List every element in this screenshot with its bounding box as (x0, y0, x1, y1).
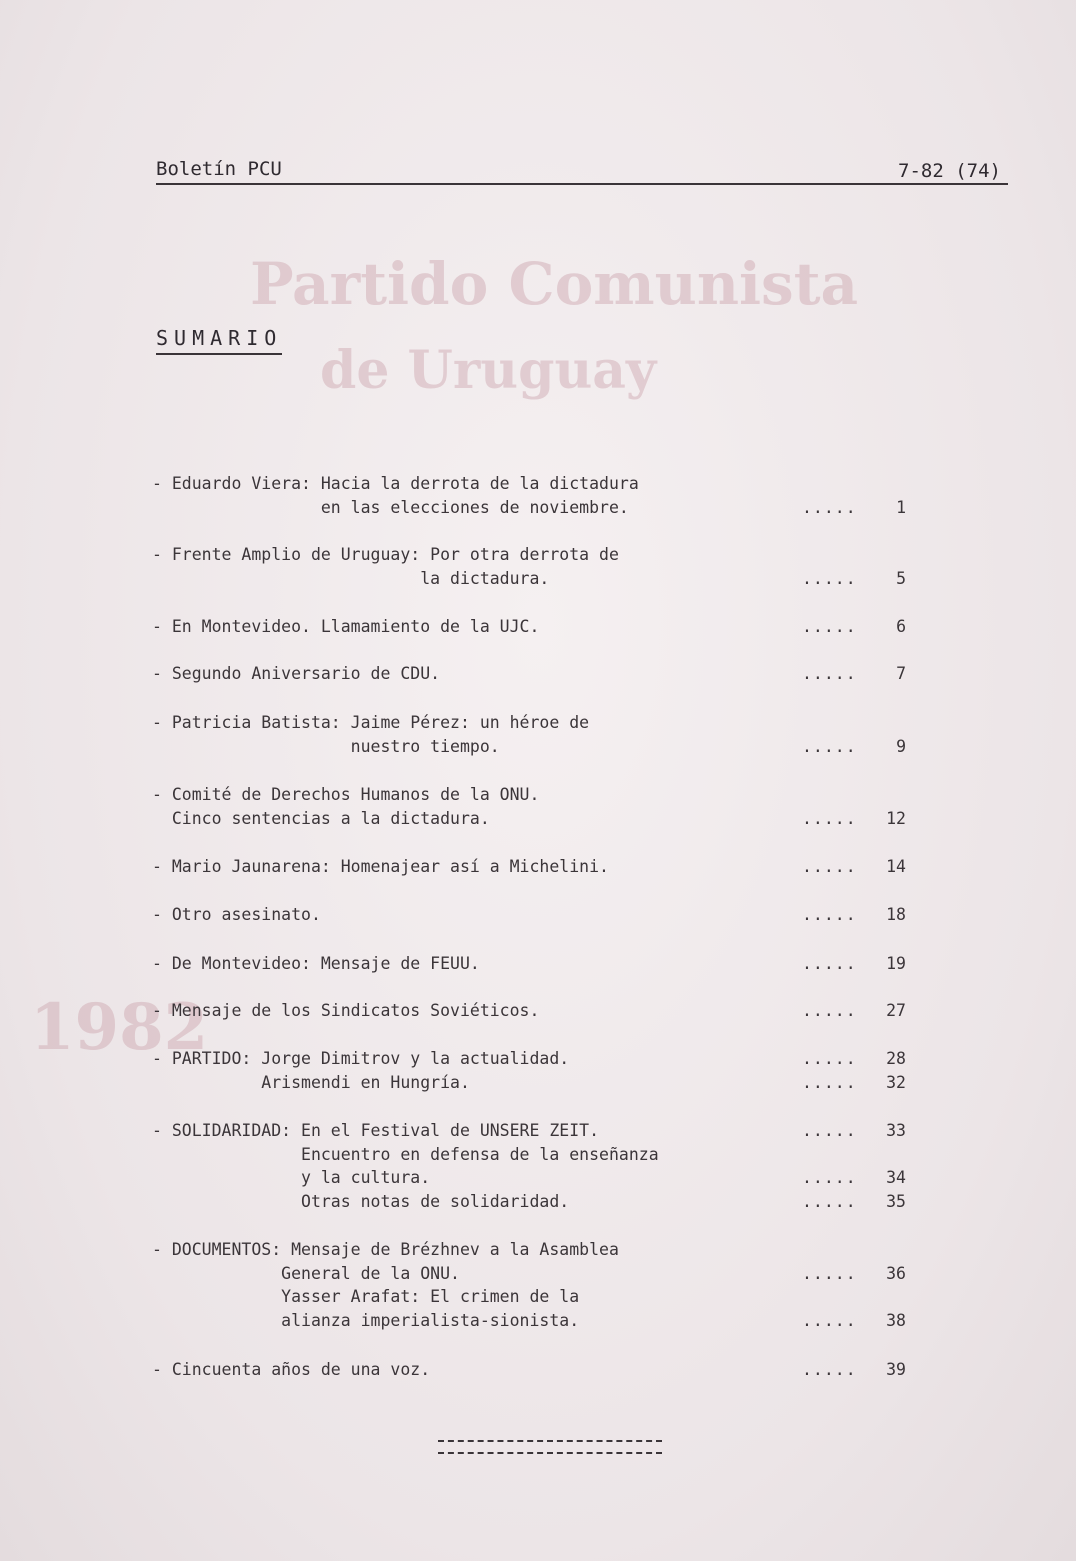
toc-page-number: 14 (886, 857, 906, 876)
toc-entry-line: - Mario Jaunarena: Homenajear así a Michelini. (152, 857, 609, 876)
show-through-text-1: Partido Comunista (250, 250, 859, 318)
toc-entry-line: - Otro asesinato. (152, 905, 321, 924)
toc-page-number: 36 (886, 1263, 906, 1283)
toc-leader-dots: ..... (802, 808, 857, 828)
toc-page-number: 32 (886, 1072, 906, 1092)
toc-entry-line: Cinco sentencias a la dictadura. (152, 808, 490, 828)
toc-leader-dots: ..... (802, 664, 857, 683)
toc-leader-dots: ..... (802, 1049, 857, 1068)
toc-entry-line: Otras notas de solidaridad. (152, 1191, 570, 1211)
toc-entry-line: - DOCUMENTOS: Mensaje de Brézhnev a la Asamblea (152, 1240, 619, 1259)
toc-entry-line: - Mensaje de los Sindicatos Soviéticos. (152, 1001, 540, 1020)
toc-entry-line: - De Montevideo: Mensaje de FEUU. (152, 954, 480, 973)
toc-leader-dots: ..... (802, 1360, 857, 1379)
show-through-text-2: de Uruguay (320, 340, 657, 401)
toc-entry-line: Encuentro en defensa de la enseñanza (152, 1144, 659, 1164)
toc-entry-line: - Segundo Aniversario de CDU. (152, 664, 441, 683)
toc-leader-dots: ..... (802, 1001, 857, 1020)
toc-entry-line: - Patricia Batista: Jaime Pérez: un héroe de (152, 713, 590, 732)
toc-entry-line: - Comité de Derechos Humanos de la ONU. (152, 785, 540, 804)
toc-entry-line: la dictadura. (152, 568, 550, 588)
toc-entry-line: - SOLIDARIDAD: En el Festival de UNSERE ZEIT. (152, 1121, 600, 1140)
toc-leader-dots: ..... (802, 1072, 857, 1092)
toc-page-number: 33 (886, 1121, 906, 1140)
footer-divider (438, 1452, 662, 1454)
toc-page-number: 19 (886, 954, 906, 973)
toc-page-number: 5 (896, 568, 906, 588)
toc-entry-line: Yasser Arafat: El crimen de la (152, 1287, 580, 1306)
toc-entry-line: - En Montevideo. Llamamiento de la UJC. (152, 617, 540, 636)
toc-leader-dots: ..... (802, 1310, 857, 1330)
toc-entry-line: - Eduardo Viera: Hacia la derrota de la dictadura (152, 474, 639, 493)
toc-leader-dots: ..... (802, 1168, 857, 1187)
toc-entry-line: y la cultura. (152, 1168, 431, 1187)
header-title: Boletín PCU (156, 158, 282, 180)
toc-page-number: 7 (896, 664, 906, 683)
toc-leader-dots: ..... (802, 905, 857, 924)
header-issue-number: 7-82 (74) (898, 160, 1001, 182)
toc-entry-line: en las elecciones de noviembre. (152, 497, 629, 517)
toc-page-number: 27 (886, 1001, 906, 1020)
toc-entry-line: - Cincuenta años de una voz. (152, 1360, 431, 1379)
toc-entry-line: General de la ONU. (152, 1263, 460, 1283)
header-rule (156, 183, 1008, 185)
toc-entry-line: nuestro tiempo. (152, 736, 500, 756)
footer-divider (438, 1440, 662, 1442)
show-through-text-3: 1982 (30, 990, 209, 1065)
toc-page-number: 34 (886, 1168, 906, 1187)
toc-page-number: 35 (886, 1191, 906, 1211)
toc-page-number: 1 (896, 497, 906, 517)
toc-leader-dots: ..... (802, 1263, 857, 1283)
toc-leader-dots: ..... (802, 954, 857, 973)
page-title: SUMARIO (156, 326, 282, 355)
toc-entry-line: alianza imperialista-sionista. (152, 1310, 580, 1330)
toc-page-number: 6 (896, 617, 906, 636)
toc-page-number: 12 (886, 808, 906, 828)
toc-page-number: 18 (886, 905, 906, 924)
toc-page-number: 38 (886, 1310, 906, 1330)
toc-page-number: 28 (886, 1049, 906, 1068)
toc-leader-dots: ..... (802, 1191, 857, 1211)
toc-page-number: 9 (896, 736, 906, 756)
toc-leader-dots: ..... (802, 568, 857, 588)
toc-entry-line: Arismendi en Hungría. (152, 1072, 470, 1092)
toc-leader-dots: ..... (802, 857, 857, 876)
toc-leader-dots: ..... (802, 617, 857, 636)
toc-leader-dots: ..... (802, 736, 857, 756)
toc-leader-dots: ..... (802, 1121, 857, 1140)
toc-leader-dots: ..... (802, 497, 857, 517)
toc-entry-line: - Frente Amplio de Uruguay: Por otra derrota de (152, 545, 619, 564)
toc-entry-line: - PARTIDO: Jorge Dimitrov y la actualidad. (152, 1049, 570, 1068)
toc-page-number: 39 (886, 1360, 906, 1379)
